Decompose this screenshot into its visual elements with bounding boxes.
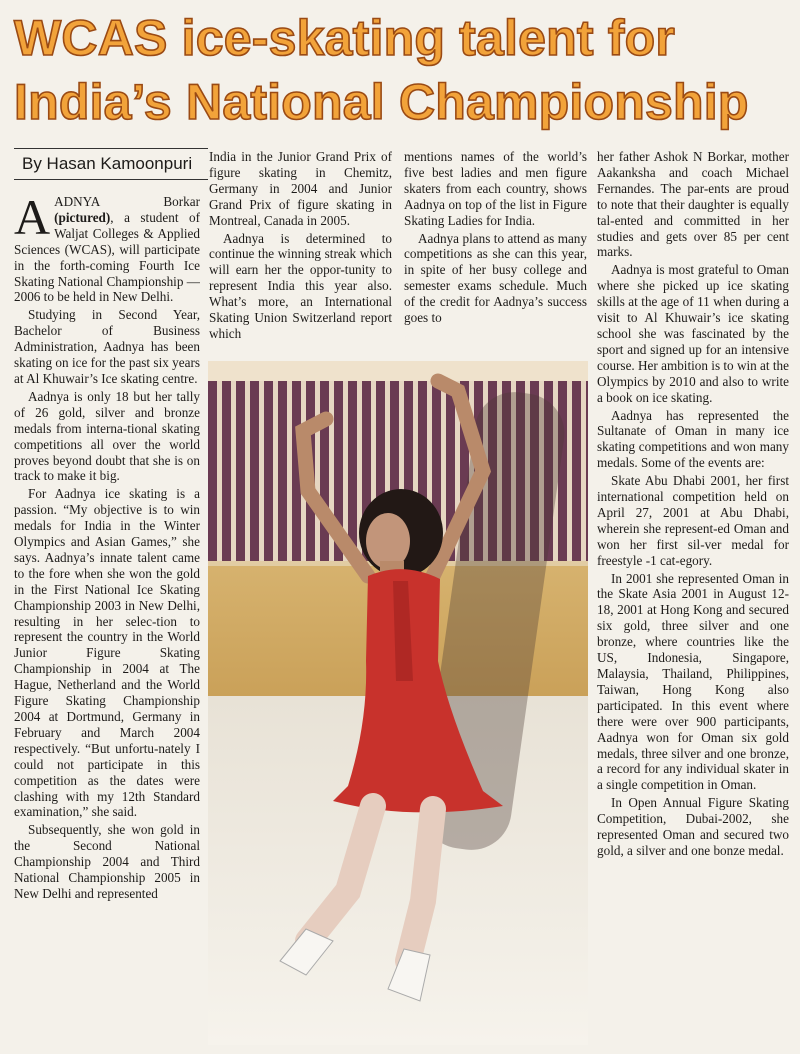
paragraph: Aadnya is only 18 but her tally of 26 gold, silver and bronze medals from interna-tional skating competitions all over the world proves beyond doubt that she is on track to make it big. <box>14 388 200 484</box>
paragraph: Aadnya plans to attend as many competitions as she can this year, in spite of her busy college and semester exams schedule. Much of the credit for Aadnya’s success goes to <box>404 230 587 326</box>
lead-name: ADNYA Borkar <box>54 194 200 209</box>
pictured-label: (pictured) <box>54 209 111 225</box>
article-column-1 <box>14 194 200 1046</box>
paragraph: Aadnya has represented the Sultanate of Oman in many ice skating competitions and won many medals. Some of the events are: <box>597 407 789 471</box>
article-column-2 <box>209 149 392 354</box>
headline-line-2: India’s National Championship <box>14 74 749 130</box>
article-column-3 <box>404 149 587 354</box>
paragraph: Studying in Second Year, Bachelor of Business Administration, Aadnya has been skating on ice for the past six years at Al Khuwair’s Ice skating centre. <box>14 307 200 386</box>
right-leg <box>408 809 433 961</box>
lead-paragraph <box>14 194 200 305</box>
face <box>366 513 410 569</box>
paragraph: India in the Junior Grand Prix of figure skating in Chemitz, Germany in 2004 and Junior Grand Prix of figure skating in Montreal, Canada in 2005. <box>209 149 392 228</box>
paragraph: In 2001 she represented Oman in the Skate Asia 2001 in August 12-18, 2001 at Hong Kong and secured six gold, three silver and one bronze, where countries like the US, Indonesia, Singapore, Malaysia, Thailand, Philippines, Taiwan, Hong Kong also participated. In this event where there were over 900 participants, Aadnya won for Oman six gold medals, three silver and one bronze, a record for any individual skater in a single competition in Oman. <box>597 570 789 793</box>
dropcap: A <box>14 194 51 245</box>
headline <box>14 6 794 134</box>
skater-photo <box>208 361 588 1045</box>
headline-line-1: WCAS ice-skating talent for <box>14 10 676 66</box>
left-arm <box>303 419 368 576</box>
skater-figure <box>208 361 588 1045</box>
right-skate <box>388 949 430 1001</box>
byline-text: By Hasan Kamoonpuri <box>22 154 193 173</box>
paragraph: In Open Annual Figure Skating Competition, Dubai-2002, she represented Oman and secured two gold, a silver and one bonze medal. <box>597 795 789 858</box>
paragraph: Aadnya is determined to continue the winning streak which will earn her the oppor-tunity to represent India this year also. What’s more, an International Skating Union Switzerland report which <box>209 230 392 341</box>
paragraph: Skate Abu Dhabi 2001, her first international competition held on April 27, 2001 at Abu Dhabi, wherein she represent-ed Oman and won her first sil-ver medal for freestyle -1 cat-egory. <box>597 473 789 568</box>
paragraph: her father Ashok N Borkar, mother Aakanksha and coach Michael Fernandes. The par-ents are proud to note that their daughter is equally tal-ented and committed in her studies and gets over 85 per cent marks. <box>597 149 789 260</box>
paragraph: mentions names of the world’s five best ladies and men figure skaters from each country, shows Aadnya on top of the list in Figure Skating Ladies for India. <box>404 149 587 228</box>
paragraph: For Aadnya ice skating is a passion. “My objective is to win medals for India in the Winter Olympics and Asian Games,” she says. Aadnya’s innate talent came to the fore when she won the gold in the First National Ice Skating Championship 2003 in New Delhi, resulting in her selec-tion to represent the country in the World Junior Figure Skating Championship in 2004 at The Hague, Netherland and the World Figure Skating Championship 2004 at Dortmund, Germany in February and March 2004 respectively. “But unfortu-nately I could not participate in this competition as the dates were clashing with my 12th Standard examination,” she said. <box>14 486 200 820</box>
byline <box>14 148 208 180</box>
dress <box>333 569 503 812</box>
article-column-4 <box>597 149 789 1049</box>
left-leg <box>308 806 373 941</box>
lead-text: , a student of Waljat Colleges & Applied Sciences (WCAS), will participate in the forth-coming Fourth Ice Skating National Championship — 2006 to be held in New Delhi. <box>14 209 200 305</box>
paragraph: Subsequently, she won gold in the Second National Championship 2004 and Third National Championship 2005 in New Delhi and represented <box>14 822 200 901</box>
paragraph: Aadnya is most grateful to Oman where she picked up ice skating skills at the age of 11 when during a visit to Al Khuwair’s ice skating school she was fascinated by the sport and signed up for an intensive course. Her ambition is to win at the Olympics by 2010 and also to write a book on ice skating. <box>597 262 789 405</box>
